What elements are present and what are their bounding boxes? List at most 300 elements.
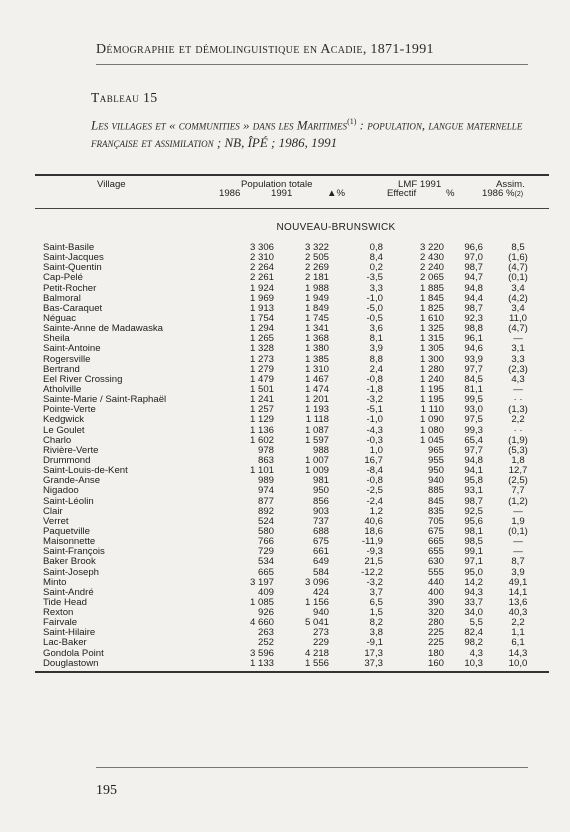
population-1986: 974 xyxy=(257,485,274,497)
population-1991: 1 556 xyxy=(304,657,329,669)
lmf-effectif: 1 195 xyxy=(419,383,444,395)
population-change: -3,5 xyxy=(366,272,383,284)
village-name: Verret xyxy=(43,515,69,527)
assimilation-1986: 7,7 xyxy=(511,485,525,497)
population-1991: 1 597 xyxy=(304,434,329,446)
col-header-assim: Assim. xyxy=(496,179,525,190)
village-name: Saint-Antoine xyxy=(43,343,101,355)
col-header-1991: 1991 xyxy=(271,188,293,199)
population-1991: 1 156 xyxy=(304,596,329,608)
lmf-percent: 93,1 xyxy=(464,485,483,497)
assimilation-1986: 3,3 xyxy=(511,353,525,365)
assimilation-1986: 10,0 xyxy=(508,657,528,669)
lmf-percent: 95,6 xyxy=(464,515,483,527)
lmf-percent: 97,1 xyxy=(464,556,483,568)
assimilation-1986: — xyxy=(513,536,523,548)
assimilation-1986: 8,5 xyxy=(511,242,525,253)
population-1991: 2 505 xyxy=(304,252,329,264)
lmf-percent: 5,5 xyxy=(469,617,483,629)
population-1991: 940 xyxy=(312,607,329,619)
assimilation-1986: 40,3 xyxy=(508,607,528,619)
population-1986: 1 279 xyxy=(249,363,274,375)
population-change: -0,8 xyxy=(366,475,383,487)
lmf-effectif: 705 xyxy=(427,515,444,527)
population-1991: 981 xyxy=(312,475,329,487)
village-name: Néguac xyxy=(43,312,77,324)
lmf-effectif: 1 885 xyxy=(419,282,444,294)
lmf-percent: 84,5 xyxy=(464,373,483,385)
table-row xyxy=(35,415,549,425)
population-1991: 1 380 xyxy=(304,343,329,355)
assimilation-1986: 1,9 xyxy=(511,515,525,527)
population-change: 0,8 xyxy=(369,242,383,253)
lmf-percent: 98,7 xyxy=(464,302,483,314)
population-change: 3,3 xyxy=(369,282,383,294)
assimilation-1986: · · xyxy=(513,424,523,436)
lmf-effectif: 1 315 xyxy=(419,333,444,345)
population-1986: 524 xyxy=(257,515,274,527)
assimilation-1986: (2,5) xyxy=(508,475,528,487)
population-1986: 1 257 xyxy=(249,404,274,416)
lmf-effectif: 1 305 xyxy=(419,343,444,355)
village-name: Lac-Baker xyxy=(43,637,87,649)
lmf-effectif: 2 240 xyxy=(419,262,444,274)
village-name: Saint-Jacques xyxy=(43,252,104,264)
lmf-percent: 98,5 xyxy=(464,536,483,548)
village-name: Clair xyxy=(43,505,63,517)
population-change: 40,6 xyxy=(364,515,383,527)
lmf-percent: 99,1 xyxy=(464,546,483,558)
lmf-percent: 95,8 xyxy=(464,475,483,487)
lmf-effectif: 555 xyxy=(427,566,444,578)
population-change: 17,3 xyxy=(364,647,383,659)
population-1986: 1 129 xyxy=(249,414,274,426)
population-1986: 989 xyxy=(257,475,274,487)
village-name: Saint-François xyxy=(43,546,105,558)
population-1986: 2 310 xyxy=(249,252,274,264)
population-change: 3,7 xyxy=(369,586,383,598)
lmf-effectif: 390 xyxy=(427,596,444,608)
population-1991: 856 xyxy=(312,495,329,507)
lmf-effectif: 320 xyxy=(427,607,444,619)
assimilation-1986: 14,3 xyxy=(508,647,528,659)
population-1986: 3 197 xyxy=(249,576,274,588)
population-1986: 1 241 xyxy=(249,394,274,406)
assimilation-1986: · · xyxy=(513,394,523,406)
population-1991: 3 322 xyxy=(304,242,329,253)
population-1986: 3 596 xyxy=(249,647,274,659)
lmf-effectif: 2 065 xyxy=(419,272,444,284)
population-1991: 1 385 xyxy=(304,353,329,365)
population-1991: 688 xyxy=(312,525,329,537)
population-change: -8,4 xyxy=(366,465,383,477)
population-1991: 2 269 xyxy=(304,262,329,274)
population-change: 1,2 xyxy=(369,505,383,517)
population-1986: 1 969 xyxy=(249,292,274,304)
population-change: 3,9 xyxy=(369,343,383,355)
population-1991: 661 xyxy=(312,546,329,558)
population-change: -0,5 xyxy=(366,312,383,324)
population-1986: 1 265 xyxy=(249,333,274,345)
village-name: Sheila xyxy=(43,333,70,345)
assimilation-1986: 13,6 xyxy=(508,596,528,608)
lmf-percent: 98,1 xyxy=(464,525,483,537)
assimilation-1986: (1,6) xyxy=(508,252,528,264)
population-1991: 649 xyxy=(312,556,329,568)
population-1986: 1 294 xyxy=(249,323,274,335)
village-name: Saint-Quentin xyxy=(43,262,102,274)
population-1986: 1 133 xyxy=(249,657,274,669)
population-change: 3,6 xyxy=(369,323,383,335)
lmf-effectif: 1 045 xyxy=(419,434,444,446)
lmf-percent: 94,4 xyxy=(464,292,483,304)
col-header-effectif: Effectif xyxy=(387,188,417,199)
population-1986: 1 479 xyxy=(249,373,274,385)
population-1986: 1 913 xyxy=(249,302,274,314)
population-change: -5,1 xyxy=(366,404,383,416)
lmf-effectif: 225 xyxy=(427,637,444,649)
population-change: 0,2 xyxy=(369,262,383,274)
lmf-percent: 92,3 xyxy=(464,312,483,324)
population-change: -2,4 xyxy=(366,495,383,507)
population-1986: 409 xyxy=(257,586,274,598)
lmf-effectif: 1 090 xyxy=(419,414,444,426)
population-1986: 1 924 xyxy=(249,282,274,294)
lmf-percent: 97,7 xyxy=(464,444,483,456)
assimilation-1986: (5,3) xyxy=(508,444,528,456)
caption-text: Les villages et « communities » dans les Maritimes xyxy=(91,117,348,133)
assim-footnote-ref: (2) xyxy=(514,191,524,198)
population-1991: 229 xyxy=(312,637,329,649)
lmf-percent: 93,0 xyxy=(464,404,483,416)
population-change: -9,3 xyxy=(366,546,383,558)
population-1991: 988 xyxy=(312,444,329,456)
population-1991: 1 118 xyxy=(305,414,329,426)
lmf-effectif: 180 xyxy=(427,647,444,659)
population-1986: 926 xyxy=(257,607,274,619)
population-change: 1,5 xyxy=(369,607,383,619)
lmf-effectif: 1 825 xyxy=(419,302,444,314)
population-change: 6,5 xyxy=(369,596,383,608)
village-name: Atholville xyxy=(43,383,82,395)
population-change: 16,7 xyxy=(364,454,383,466)
lmf-effectif: 675 xyxy=(427,525,444,537)
caption-text-rest: : population, langue maternelle française et assimilation ; NB, ÎPÉ ; 1986, 1991 xyxy=(91,117,523,151)
population-change: -12,2 xyxy=(361,566,383,578)
population-1991: 1 368 xyxy=(304,333,329,345)
population-change: -3,2 xyxy=(366,394,383,406)
village-name: Le Goulet xyxy=(43,424,85,436)
assimilation-1986: (1,3) xyxy=(508,404,528,416)
population-1986: 729 xyxy=(257,546,274,558)
population-1991: 1 341 xyxy=(304,323,329,335)
population-1986: 252 xyxy=(257,637,274,649)
village-name: Saint-Joseph xyxy=(43,566,99,578)
population-1986: 2 264 xyxy=(249,262,274,274)
population-1991: 424 xyxy=(312,586,329,598)
village-name: Tide Head xyxy=(43,596,87,608)
population-1986: 877 xyxy=(257,495,274,507)
table-number: Tableau 15 xyxy=(91,90,158,105)
population-1986: 4 660 xyxy=(249,617,274,629)
lmf-effectif: 630 xyxy=(427,556,444,568)
population-1991: 584 xyxy=(312,566,329,578)
lmf-effectif: 655 xyxy=(427,546,444,558)
population-change: 8,2 xyxy=(369,617,383,629)
village-name: Minto xyxy=(43,576,67,588)
lmf-effectif: 1 240 xyxy=(419,373,444,385)
lmf-percent: 10,3 xyxy=(464,657,483,669)
village-name: Charlo xyxy=(43,434,72,446)
population-1986: 1 501 xyxy=(249,383,274,395)
lmf-percent: 99,3 xyxy=(464,424,483,436)
population-change: 2,4 xyxy=(369,363,383,375)
village-name: Saint-Hilaire xyxy=(43,627,96,639)
lmf-effectif: 965 xyxy=(427,444,444,456)
village-name: Douglastown xyxy=(43,657,99,669)
lmf-effectif: 885 xyxy=(427,485,444,497)
footer-rule xyxy=(96,767,528,768)
data-table xyxy=(35,174,549,673)
population-1986: 534 xyxy=(257,556,274,568)
lmf-effectif: 835 xyxy=(427,505,444,517)
assimilation-1986: (0,1) xyxy=(508,272,528,284)
lmf-percent: 82,4 xyxy=(464,627,483,639)
population-1991: 1 087 xyxy=(304,424,329,436)
lmf-effectif: 1 845 xyxy=(419,292,444,304)
assimilation-1986: 1,1 xyxy=(511,627,525,639)
table-row xyxy=(35,486,549,496)
col-header-pct: % xyxy=(446,188,455,199)
population-change: -0,3 xyxy=(366,434,383,446)
table-body xyxy=(35,243,549,669)
col-header-assim-sub xyxy=(482,188,523,199)
population-change: -11,9 xyxy=(361,536,383,548)
assimilation-1986: 6,1 xyxy=(511,637,525,649)
village-name: Saint-Louis-de-Kent xyxy=(43,465,128,477)
population-1986: 1 136 xyxy=(249,424,274,436)
caption-footnote-ref: (1) xyxy=(347,117,357,126)
population-1986: 978 xyxy=(257,444,274,456)
lmf-effectif: 665 xyxy=(427,536,444,548)
lmf-percent: 14,2 xyxy=(464,576,483,588)
section-title: NOUVEAU-BRUNSWICK xyxy=(276,222,396,233)
lmf-effectif: 845 xyxy=(427,495,444,507)
lmf-percent: 98,2 xyxy=(464,637,483,649)
lmf-percent: 94,3 xyxy=(464,586,483,598)
col-header-lmf: LMF 1991 xyxy=(398,179,442,190)
population-change: 18,6 xyxy=(364,525,383,537)
population-1991: 1 988 xyxy=(304,282,329,294)
village-name: Petit-Rocher xyxy=(43,282,97,294)
village-name: Fairvale xyxy=(43,617,78,629)
village-name: Sainte-Marie / Saint-Raphaël xyxy=(43,394,167,406)
population-change: 3,8 xyxy=(369,627,383,639)
col-header-village: Village xyxy=(97,179,126,190)
village-name: Saint-Basile xyxy=(43,242,95,253)
assimilation-1986: 1,8 xyxy=(511,454,525,466)
lmf-percent: 33,7 xyxy=(464,596,483,608)
assimilation-1986: — xyxy=(513,546,523,558)
population-change: -1,8 xyxy=(366,383,383,395)
lmf-effectif: 160 xyxy=(427,657,444,669)
lmf-percent: 92,5 xyxy=(464,505,483,517)
population-1986: 580 xyxy=(257,525,274,537)
assimilation-1986: 14,1 xyxy=(508,586,528,598)
table-header xyxy=(35,176,549,208)
lmf-percent: 4,3 xyxy=(469,647,483,659)
lmf-percent: 81,1 xyxy=(464,383,483,395)
assimilation-1986: 4,3 xyxy=(511,373,525,385)
population-1991: 1 467 xyxy=(304,373,329,385)
village-name: Paquetville xyxy=(43,525,90,537)
village-name: Kedgwick xyxy=(43,414,85,426)
population-1986: 892 xyxy=(257,505,274,517)
population-1991: 1 201 xyxy=(304,394,329,406)
assimilation-1986: 3,4 xyxy=(511,282,525,294)
lmf-percent: 94,8 xyxy=(464,454,483,466)
population-change: 21,5 xyxy=(364,556,383,568)
table-row xyxy=(35,659,549,669)
population-1986: 1 602 xyxy=(249,434,274,446)
lmf-percent: 98,7 xyxy=(464,262,483,274)
population-1991: 4 218 xyxy=(304,647,329,659)
population-1986: 1 101 xyxy=(249,465,274,477)
population-change: -1,0 xyxy=(366,292,383,304)
lmf-percent: 97,7 xyxy=(464,363,483,375)
village-name: Pointe-Verte xyxy=(43,404,96,416)
population-1991: 1 949 xyxy=(304,292,329,304)
assimilation-1986: — xyxy=(513,333,523,345)
col-header-1986: 1986 xyxy=(219,188,241,199)
population-1991: 273 xyxy=(312,627,329,639)
lmf-effectif: 280 xyxy=(427,617,444,629)
population-1991: 1 193 xyxy=(304,404,329,416)
assimilation-1986: 3,4 xyxy=(511,302,525,314)
lmf-effectif: 1 195 xyxy=(419,394,444,406)
population-change: -5,0 xyxy=(366,302,383,314)
population-1991: 737 xyxy=(312,515,329,527)
population-change: 8,1 xyxy=(369,333,383,345)
lmf-effectif: 1 300 xyxy=(419,353,444,365)
lmf-effectif: 1 110 xyxy=(420,404,444,416)
village-name: Nigadoo xyxy=(43,485,79,497)
population-1991: 3 096 xyxy=(304,576,329,588)
population-1991: 950 xyxy=(312,485,329,497)
village-name: Baker Brook xyxy=(43,556,96,568)
village-name: Drummond xyxy=(43,454,91,466)
lmf-effectif: 400 xyxy=(427,586,444,598)
assimilation-1986: 2,2 xyxy=(511,414,525,426)
table-row xyxy=(35,557,549,567)
population-1991: 1 474 xyxy=(304,383,329,395)
lmf-effectif: 955 xyxy=(427,454,444,466)
population-1991: 2 181 xyxy=(304,272,329,284)
lmf-percent: 94,6 xyxy=(464,343,483,355)
assimilation-1986: (1,9) xyxy=(508,434,528,446)
population-1986: 263 xyxy=(257,627,274,639)
population-1986: 665 xyxy=(257,566,274,578)
lmf-effectif: 940 xyxy=(427,475,444,487)
lmf-percent: 93,9 xyxy=(464,353,483,365)
lmf-percent: 97,5 xyxy=(464,414,483,426)
lmf-effectif: 950 xyxy=(427,465,444,477)
village-name: Bertrand xyxy=(43,363,80,375)
lmf-effectif: 1 325 xyxy=(419,323,444,335)
assimilation-1986: 12,7 xyxy=(508,465,528,477)
lmf-effectif: 1 610 xyxy=(419,312,444,324)
population-change: -9,1 xyxy=(366,637,383,649)
assimilation-1986: — xyxy=(513,505,523,517)
table-caption xyxy=(91,113,541,152)
page-number: 195 xyxy=(96,783,117,798)
assimilation-1986: (4,7) xyxy=(508,323,528,335)
village-name: Rivière-Verte xyxy=(43,444,99,456)
assimilation-1986: 49,1 xyxy=(508,576,528,588)
assimilation-1986: 11,0 xyxy=(509,312,527,324)
village-name: Saint-André xyxy=(43,586,94,598)
population-change: -3,2 xyxy=(366,576,383,588)
lmf-percent: 65,4 xyxy=(464,434,483,446)
population-1991: 1 310 xyxy=(304,363,329,375)
village-name: Bas-Caraquet xyxy=(43,302,103,314)
population-1986: 1 085 xyxy=(249,596,274,608)
table-bottom-rule xyxy=(35,671,549,673)
village-name: Cap-Pelé xyxy=(43,272,83,284)
village-name: Sainte-Anne de Madawaska xyxy=(43,323,163,335)
population-change: 8,8 xyxy=(369,353,383,365)
header-rule xyxy=(96,64,528,65)
lmf-effectif: 225 xyxy=(427,627,444,639)
population-1986: 2 261 xyxy=(249,272,274,284)
lmf-percent: 94,7 xyxy=(464,272,483,284)
lmf-effectif: 1 280 xyxy=(419,363,444,375)
lmf-percent: 34,0 xyxy=(464,607,483,619)
lmf-percent: 98,8 xyxy=(464,323,483,335)
lmf-effectif: 1 080 xyxy=(419,424,444,436)
lmf-percent: 96,6 xyxy=(464,242,483,253)
assimilation-1986: 3,9 xyxy=(511,566,525,578)
population-1991: 675 xyxy=(312,536,329,548)
assimilation-1986: 3,1 xyxy=(511,343,525,355)
population-1986: 1 754 xyxy=(249,312,274,324)
population-1986: 766 xyxy=(257,536,274,548)
assimilation-1986: (0,1) xyxy=(508,525,528,537)
population-1991: 1 849 xyxy=(304,302,329,314)
lmf-percent: 94,8 xyxy=(464,282,483,294)
population-1986: 863 xyxy=(257,454,274,466)
lmf-effectif: 440 xyxy=(427,576,444,588)
assimilation-1986: (4,2) xyxy=(508,292,528,304)
lmf-percent: 99,5 xyxy=(464,394,483,406)
population-1986: 1 328 xyxy=(249,343,274,355)
lmf-effectif: 3 220 xyxy=(419,242,444,253)
lmf-percent: 96,1 xyxy=(464,333,483,345)
assim-year: 1986 % xyxy=(482,188,515,199)
population-1986: 1 273 xyxy=(249,353,274,365)
village-name: Balmoral xyxy=(43,292,81,304)
col-header-population: Population totale xyxy=(241,179,313,190)
lmf-effectif: 2 430 xyxy=(419,252,444,264)
assimilation-1986: — xyxy=(513,383,523,395)
assimilation-1986: (2,3) xyxy=(508,363,528,375)
village-name: Gondola Point xyxy=(43,647,104,659)
lmf-percent: 98,7 xyxy=(464,495,483,507)
population-change: -4,3 xyxy=(366,424,383,436)
population-1991: 1 007 xyxy=(304,454,329,466)
population-change: -1,0 xyxy=(366,414,383,426)
village-name: Maisonnette xyxy=(43,536,96,548)
